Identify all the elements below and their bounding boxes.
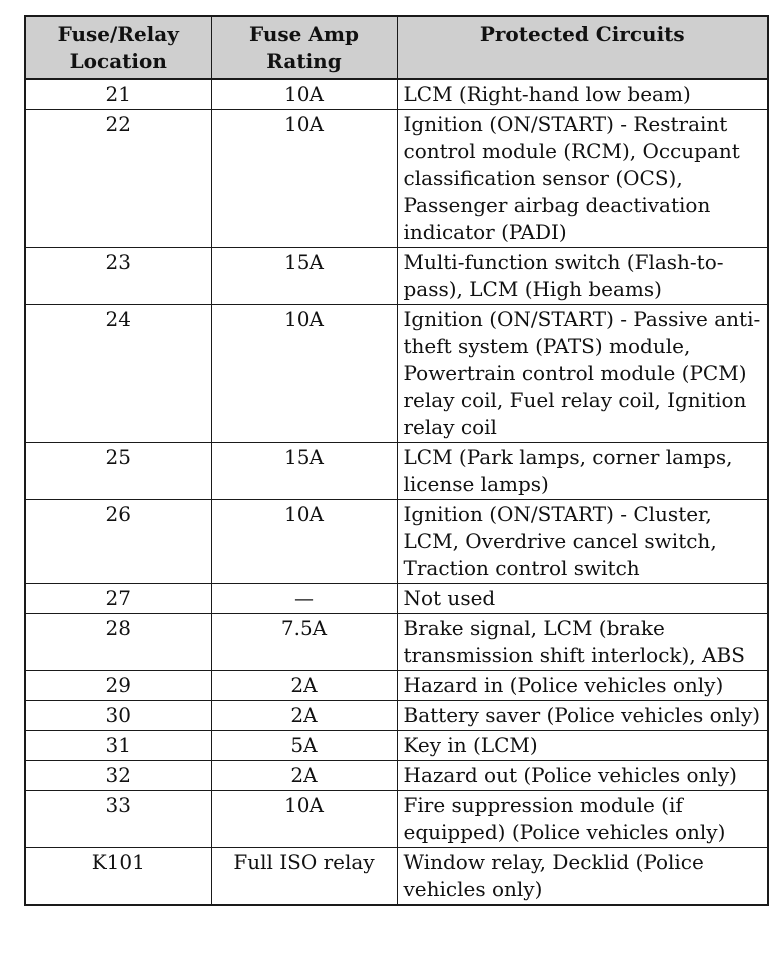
cell-location: 23 <box>25 248 211 305</box>
header-rating: Fuse Amp Rating <box>211 16 397 79</box>
table-row <box>25 79 768 110</box>
table-row <box>25 443 768 500</box>
cell-location: 21 <box>25 79 211 110</box>
table-row <box>25 110 768 248</box>
cell-rating: 10A <box>211 110 397 248</box>
table-row <box>25 731 768 761</box>
cell-circuits: Brake signal, LCM (brake transmission shift interlock), ABS <box>397 614 768 671</box>
cell-location: 31 <box>25 731 211 761</box>
cell-rating: 7.5A <box>211 614 397 671</box>
cell-location: K101 <box>25 848 211 906</box>
cell-circuits: Key in (LCM) <box>397 731 768 761</box>
cell-location: 28 <box>25 614 211 671</box>
cell-location: 22 <box>25 110 211 248</box>
cell-circuits: Hazard in (Police vehicles only) <box>397 671 768 701</box>
cell-circuits: Ignition (ON/START) - Cluster, LCM, Overdrive cancel switch, Traction control switch <box>397 500 768 584</box>
cell-circuits: Fire suppression module (if equipped) (Police vehicles only) <box>397 791 768 848</box>
cell-rating: 15A <box>211 248 397 305</box>
cell-circuits: Not used <box>397 584 768 614</box>
header-row <box>25 16 768 79</box>
cell-rating: 10A <box>211 500 397 584</box>
table-row <box>25 584 768 614</box>
cell-rating: 5A <box>211 731 397 761</box>
cell-rating: 10A <box>211 305 397 443</box>
cell-circuits: LCM (Park lamps, corner lamps, license lamps) <box>397 443 768 500</box>
table-body <box>25 79 768 905</box>
table-row <box>25 791 768 848</box>
fuse-relay-table <box>24 15 769 906</box>
table-row <box>25 248 768 305</box>
table-row <box>25 671 768 701</box>
table-row <box>25 614 768 671</box>
cell-circuits: Multi-function switch (Flash-to-pass), LCM (High beams) <box>397 248 768 305</box>
cell-circuits: Hazard out (Police vehicles only) <box>397 761 768 791</box>
cell-circuits: Window relay, Decklid (Police vehicles only) <box>397 848 768 906</box>
table-header <box>25 16 768 79</box>
table-row <box>25 500 768 584</box>
cell-circuits: Battery saver (Police vehicles only) <box>397 701 768 731</box>
header-circuits: Protected Circuits <box>397 16 768 79</box>
cell-location: 30 <box>25 701 211 731</box>
cell-rating: — <box>211 584 397 614</box>
cell-circuits: Ignition (ON/START) - Restraint control module (RCM), Occupant classification sensor (OCS), Passenger airbag deactivation indicator (PADI) <box>397 110 768 248</box>
cell-rating: 10A <box>211 791 397 848</box>
cell-location: 24 <box>25 305 211 443</box>
cell-rating: Full ISO relay <box>211 848 397 906</box>
cell-rating: 10A <box>211 79 397 110</box>
cell-location: 32 <box>25 761 211 791</box>
table-row <box>25 305 768 443</box>
table-row <box>25 761 768 791</box>
cell-rating: 2A <box>211 671 397 701</box>
cell-circuits: Ignition (ON/START) - Passive anti-theft system (PATS) module, Powertrain control module (PCM) relay coil, Fuel relay coil, Ignition relay coil <box>397 305 768 443</box>
cell-circuits: LCM (Right-hand low beam) <box>397 79 768 110</box>
cell-location: 26 <box>25 500 211 584</box>
cell-rating: 2A <box>211 761 397 791</box>
table-row <box>25 701 768 731</box>
cell-location: 29 <box>25 671 211 701</box>
cell-rating: 2A <box>211 701 397 731</box>
cell-location: 25 <box>25 443 211 500</box>
header-location: Fuse/Relay Location <box>25 16 211 79</box>
table-row <box>25 848 768 906</box>
cell-location: 27 <box>25 584 211 614</box>
cell-rating: 15A <box>211 443 397 500</box>
cell-location: 33 <box>25 791 211 848</box>
